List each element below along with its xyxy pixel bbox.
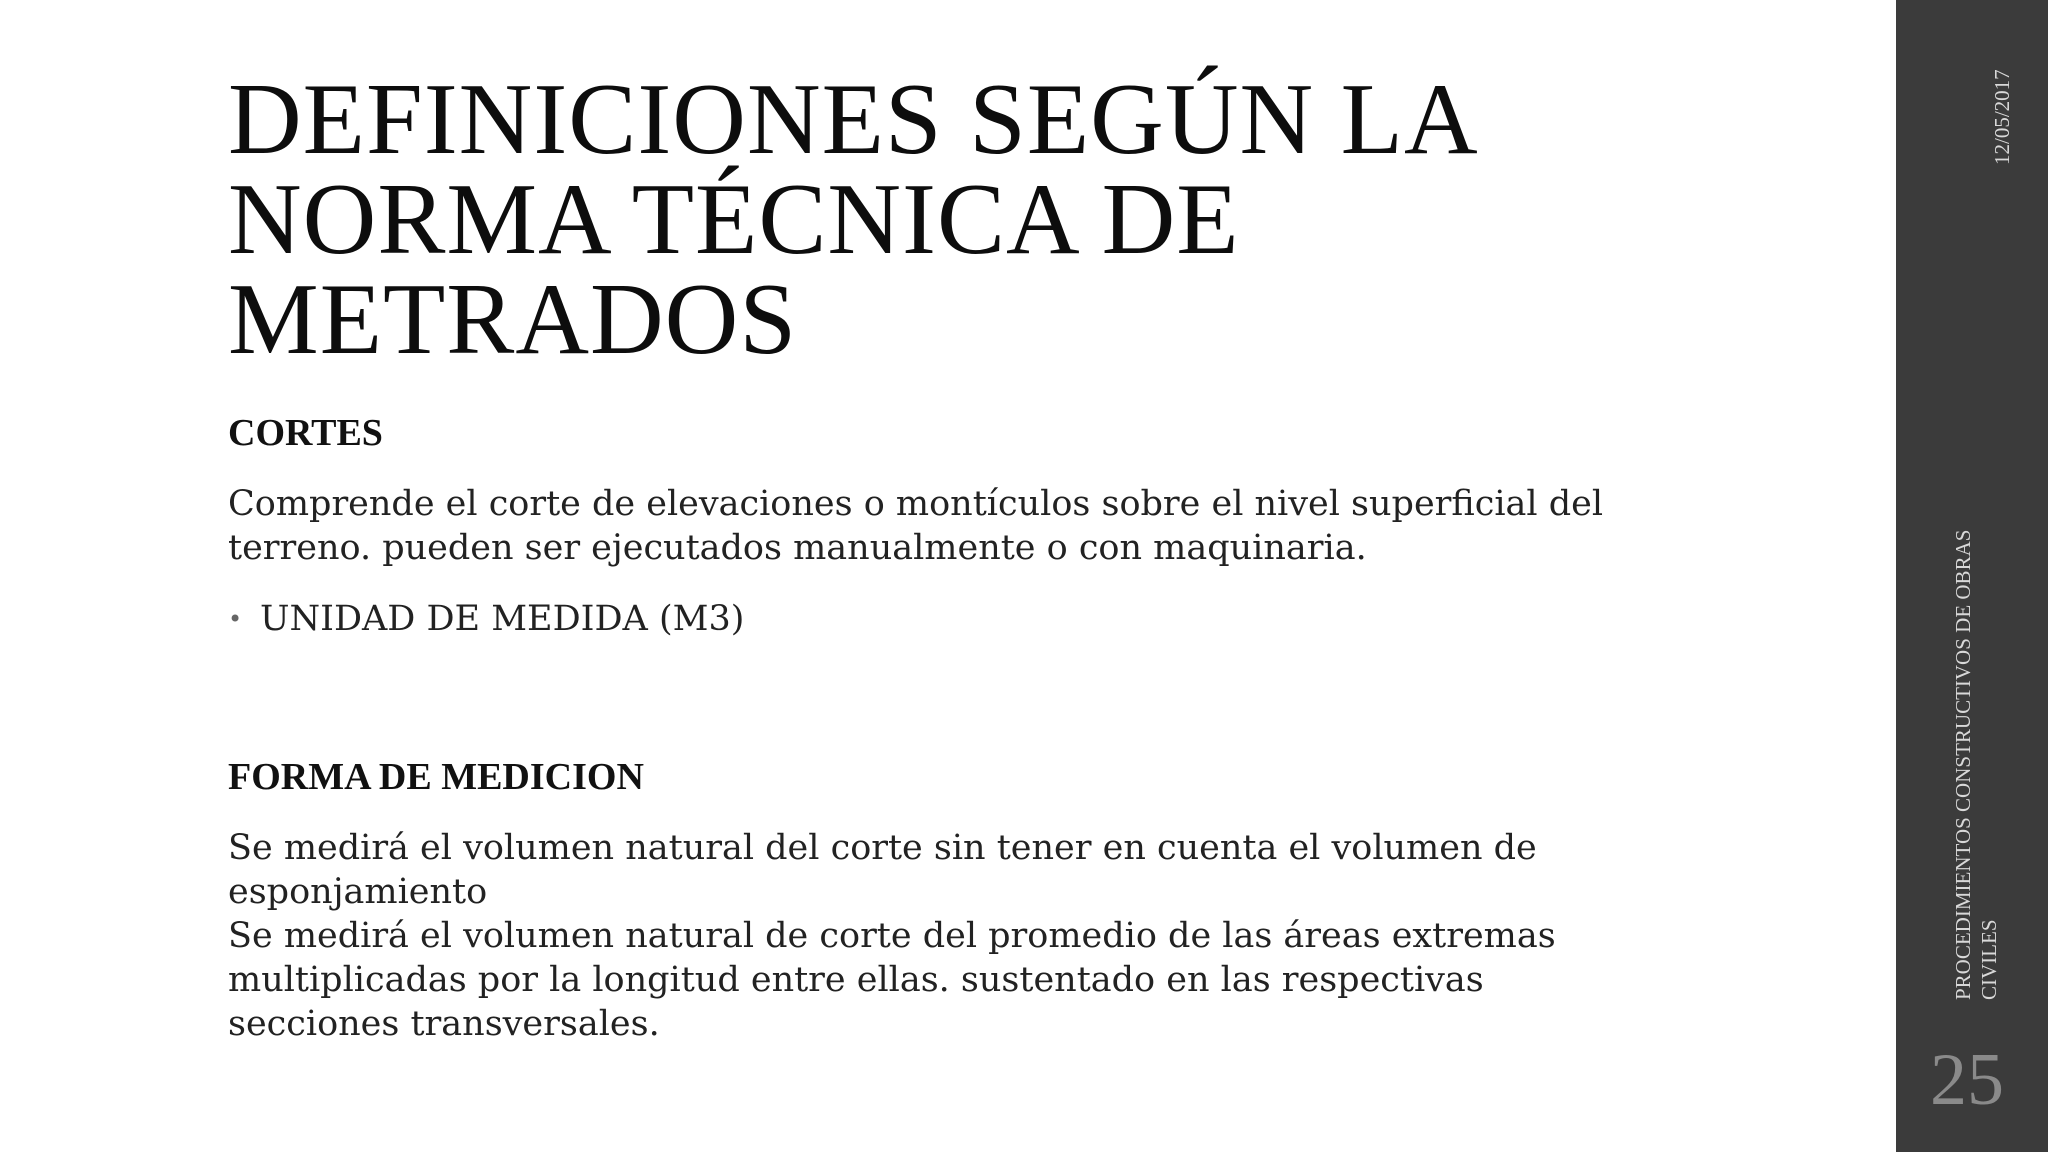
bullet-dot-icon: •: [228, 605, 243, 633]
paragraph-line: Se medirá el volumen natural de corte del promedio de las áreas extremas: [228, 916, 1556, 956]
slide-title: [228, 63, 1828, 376]
footer-line: CIVILES: [1977, 919, 2001, 1000]
footer-line: PROCEDIMIENTOS CONSTRUCTIVOS DE OBRAS: [1951, 529, 1975, 1000]
title-line-1: DEFINICIONES SEGÚN LA: [228, 63, 1479, 176]
section-heading-cortes: CORTES: [228, 412, 383, 454]
bullet-text: UNIDAD DE MEDIDA (M3): [260, 599, 745, 639]
cortes-description: [228, 482, 1648, 570]
paragraph-line: secciones transversales.: [228, 1004, 660, 1044]
paragraph-line: esponjamiento: [228, 872, 488, 912]
section-heading-forma-de-medicion: FORMA DE MEDICION: [228, 756, 644, 798]
paragraph-line: Comprende el corte de elevaciones o montículos sobre el nivel superficial del: [228, 484, 1604, 524]
paragraph-line: multiplicadas por la longitud entre ellas. sustentado en las respectivas: [228, 960, 1484, 1000]
slide-footer: [1950, 440, 2002, 1000]
bullet-list: [228, 596, 1828, 642]
paragraph-line: Se medirá el volumen natural del corte sin tener en cuenta el volumen de: [228, 828, 1537, 868]
medicion-description: [228, 826, 1648, 1046]
slide-date: 12/05/2017: [1990, 69, 2014, 165]
slide-content: [228, 63, 1828, 1046]
bullet-item: [228, 596, 1828, 642]
paragraph-line: terreno. pueden ser ejecutados manualmente o con maquinaria.: [228, 528, 1367, 568]
title-line-2: NORMA TÉCNICA DE METRADOS: [228, 163, 1240, 376]
page-number: 25: [1930, 1039, 2004, 1121]
